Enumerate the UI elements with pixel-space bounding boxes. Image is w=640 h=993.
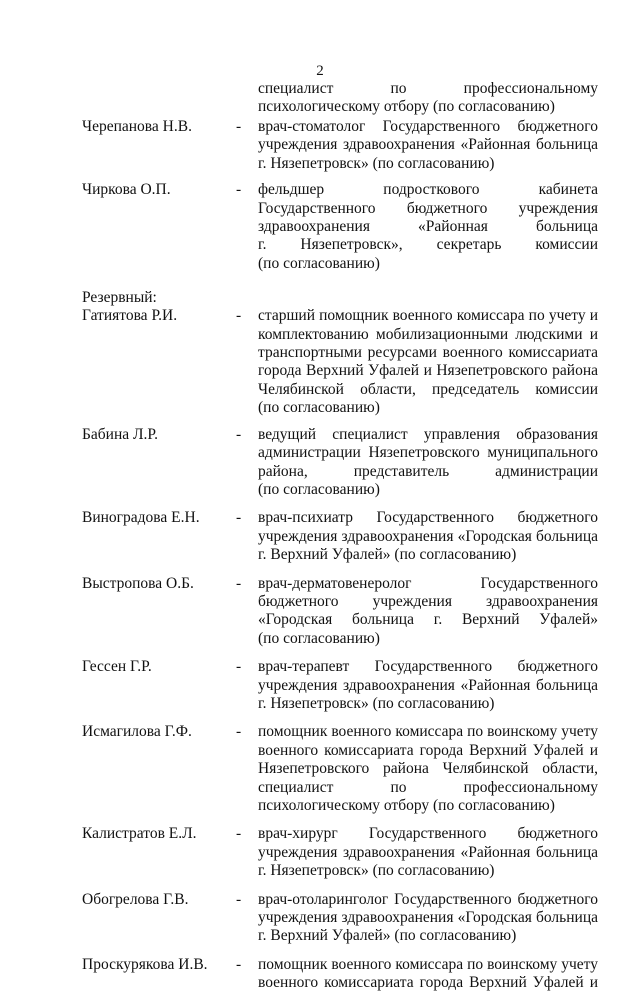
- description-line: врач-отоларинголог Государственного бюджетного: [258, 890, 598, 908]
- member-name: Выстропова О.Б.: [82, 574, 194, 592]
- description-line: комплектованию мобилизационными людскими и: [258, 325, 598, 343]
- entry-dash: -: [236, 181, 242, 199]
- entry-dash: -: [236, 118, 242, 135]
- member-entry: [0, 956, 640, 993]
- description-line: врач-терапевт Государственного бюджетного: [258, 658, 598, 676]
- member-entry: [0, 181, 640, 273]
- description-line: специалист по профессиональному: [258, 778, 598, 796]
- description-line: г. Нязепетровск» (по согласованию): [258, 154, 495, 172]
- member-description: [258, 509, 598, 564]
- member-name: Калистратов Е.Л.: [82, 825, 197, 843]
- member-description: [258, 891, 598, 946]
- member-entry: [0, 825, 640, 880]
- reserve-label: Резервный:: [82, 289, 157, 307]
- description-line: учреждения здравоохранения «Районная больница: [258, 136, 598, 154]
- description-line: г. Верхний Уфалей» (по согласованию): [258, 927, 517, 945]
- member-description: [258, 825, 598, 880]
- continuation-line: специалист по профессиональному: [258, 80, 598, 97]
- description-line: врач-дерматовенеролог Государственного: [258, 574, 598, 592]
- description-line: района, представитель администрации: [258, 462, 598, 480]
- member-name: Исмагилова Г.Ф.: [82, 723, 192, 741]
- member-name: Обогрелова Г.В.: [82, 890, 189, 908]
- description-line: ведущий специалист управления образования: [258, 425, 598, 443]
- member-entry: [0, 723, 640, 815]
- member-name: Бабина Л.Р.: [82, 425, 158, 443]
- member-description: [258, 307, 598, 417]
- entry-dash: -: [236, 509, 242, 527]
- description-line: (по согласованию): [258, 480, 380, 498]
- description-line: г. Верхний Уфалей» (по согласованию): [258, 546, 517, 564]
- description-line: транспортными ресурсами военного комиссариата: [258, 344, 598, 362]
- entry-dash: -: [236, 955, 242, 973]
- continuation-line: психологическому отбору (по согласованию): [258, 98, 555, 116]
- member-description: [258, 118, 598, 173]
- description-line: врач-стоматолог Государственного бюджетного: [258, 118, 598, 135]
- member-description: [258, 723, 598, 815]
- description-line: (по согласованию): [258, 254, 380, 272]
- entry-dash: -: [236, 825, 242, 843]
- description-line: учреждения здравоохранения «Городская больница: [258, 527, 598, 545]
- description-line: помощник военного комиссара по воинскому учету: [258, 723, 598, 741]
- description-line: помощник военного комиссара по воинскому учету: [258, 955, 598, 973]
- description-line: бюджетного учреждения здравоохранения: [258, 592, 598, 610]
- member-entry: [0, 509, 640, 564]
- description-line: администрации Нязепетровского муниципального: [258, 444, 598, 462]
- member-description: [258, 181, 598, 273]
- description-line: военного комиссариата города Верхний Уфалей и: [258, 974, 598, 992]
- entry-dash: -: [236, 658, 242, 676]
- member-list: [0, 118, 640, 993]
- description-line: г. Нязепетровск», секретарь комиссии: [258, 236, 598, 254]
- description-line: психологическому отбору (по согласованию): [258, 797, 555, 814]
- member-entry: [0, 891, 640, 946]
- entry-dash: -: [236, 307, 242, 325]
- description-line: г. Нязепетровск» (по согласованию): [258, 694, 495, 712]
- entry-dash: -: [236, 425, 242, 443]
- description-line: (по согласованию): [258, 399, 380, 417]
- member-description: [258, 426, 598, 500]
- description-line: Нязепетровского района Челябинской области,: [258, 760, 598, 778]
- description-line: фельдшер подросткового кабинета: [258, 181, 598, 199]
- member-entry: [0, 307, 640, 417]
- description-line: «Городская больница г. Верхний Уфалей»: [258, 611, 598, 629]
- member-description: [258, 658, 598, 713]
- member-entry: [0, 118, 640, 173]
- description-line: Государственного бюджетного учреждения: [258, 199, 598, 217]
- member-name: Проскурякова И.В.: [82, 955, 208, 973]
- member-description: [258, 575, 598, 649]
- description-line: г. Нязепетровск» (по согласованию): [258, 862, 495, 880]
- member-entry: [0, 575, 640, 649]
- member-description: [258, 956, 598, 993]
- description-line: (по согласованию): [258, 629, 380, 647]
- page-number: 2: [316, 63, 324, 79]
- entry-dash: -: [236, 723, 242, 741]
- description-line: учреждения здравоохранения «Районная больница: [258, 843, 598, 861]
- entry-dash: -: [236, 890, 242, 908]
- member-entry: [0, 426, 640, 500]
- description-line: учреждения здравоохранения «Городская больница: [258, 909, 598, 927]
- description-line: врач-психиатр Государственного бюджетного: [258, 509, 598, 527]
- continuation-text: [258, 80, 598, 117]
- description-line: города Верхний Уфалей и Нязепетровского района: [258, 362, 598, 380]
- description-line: старший помощник военного комиссара по учету и: [258, 307, 598, 325]
- description-line: здравоохранения «Районная больница: [258, 218, 598, 236]
- description-line: военного комиссариата города Верхний Уфалей и: [258, 741, 598, 759]
- member-name: Черепанова Н.В.: [82, 118, 192, 135]
- description-line: учреждения здравоохранения «Районная больница: [258, 676, 598, 694]
- member-name: Гессен Г.Р.: [82, 658, 152, 676]
- description-line: Челябинской области, председатель комиссии: [258, 380, 598, 398]
- member-name: Чиркова О.П.: [82, 181, 171, 199]
- member-name: Гатиятова Р.И.: [82, 307, 178, 325]
- description-line: врач-хирург Государственного бюджетного: [258, 825, 598, 843]
- member-name: Виноградова Е.Н.: [82, 509, 200, 527]
- member-entry: [0, 658, 640, 713]
- entry-dash: -: [236, 574, 242, 592]
